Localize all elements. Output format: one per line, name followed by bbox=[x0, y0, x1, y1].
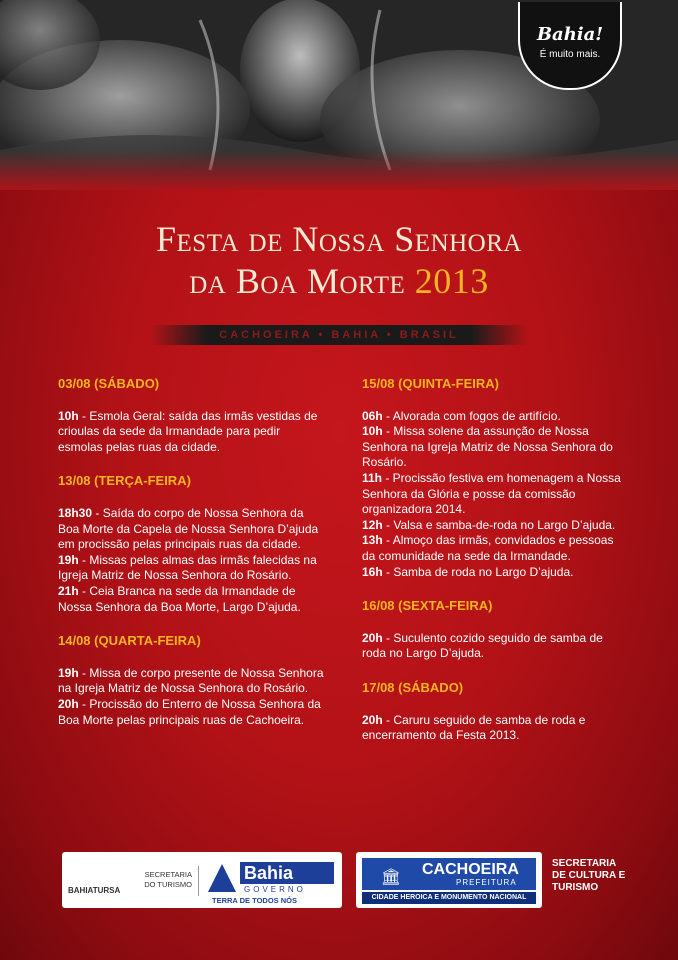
bahia-triangle-icon bbox=[208, 864, 236, 892]
event-text: - Caruru seguido de samba de roda e encerramento da Festa 2013. bbox=[362, 712, 586, 743]
title-line1: Festa de Nossa Senhora bbox=[156, 219, 522, 259]
event-time: 19h bbox=[58, 665, 79, 680]
day-heading: 15/08 (QUINTA-FEIRA) bbox=[362, 376, 499, 391]
event-time: 21h bbox=[58, 583, 79, 598]
bahia-wordmark: Bahia bbox=[240, 862, 334, 884]
event-time: 10h bbox=[362, 424, 383, 439]
cidade-heroica-label: CIDADE HEROICA E MONUMENTO NACIONAL bbox=[362, 892, 536, 904]
event-time: 11h bbox=[362, 470, 383, 485]
event-item bbox=[362, 631, 624, 662]
day-heading: 14/08 (QUARTA-FEIRA) bbox=[58, 633, 201, 649]
sponsors-footer bbox=[0, 842, 678, 922]
divider bbox=[198, 866, 199, 896]
schedule-right-column bbox=[362, 376, 624, 755]
terra-slogan: TERRA DE TODOS NÓS bbox=[212, 896, 298, 905]
prefeitura-label: PREFEITURA bbox=[456, 878, 517, 887]
event-time: 20h bbox=[362, 712, 383, 727]
event-text: - Saída do corpo de Nossa Senhora da Boa Morte da Capela de Nossa Senhora D’ajuda em procissão pelas principais ruas da cidade. bbox=[58, 505, 319, 552]
bahia-logo-text: Bahia! bbox=[536, 24, 604, 45]
bahia-governo-logo bbox=[208, 864, 332, 896]
event-time: 20h bbox=[362, 630, 383, 645]
event-title bbox=[0, 218, 678, 302]
event-time: 13h bbox=[362, 533, 383, 548]
event-time: 12h bbox=[362, 517, 383, 532]
day-heading: 13/08 (TERÇA-FEIRA) bbox=[58, 473, 191, 489]
event-item bbox=[362, 424, 624, 471]
cachoeira-logo-top bbox=[362, 858, 536, 890]
day-group bbox=[58, 633, 328, 728]
event-item bbox=[58, 697, 328, 728]
event-time: 20h bbox=[58, 696, 79, 711]
event-time: 06h bbox=[362, 408, 383, 423]
event-text: - Suculento cozido seguido de samba de roda no Largo D’ajuda. bbox=[362, 630, 603, 661]
day-heading: 16/08 (SEXTA-FEIRA) bbox=[362, 598, 493, 614]
event-item bbox=[362, 518, 624, 534]
event-time: 16h bbox=[362, 564, 383, 579]
governo-label: GOVERNO bbox=[244, 885, 306, 894]
day-group bbox=[58, 473, 328, 615]
bahiatursa-label: BAHIATURSA bbox=[68, 886, 121, 895]
event-time: 19h bbox=[58, 552, 79, 567]
event-item bbox=[362, 409, 624, 425]
event-item bbox=[58, 553, 328, 584]
title-year: 2013 bbox=[414, 261, 489, 301]
secretaria-turismo-label: SECRETARIA DO TURISMO bbox=[144, 870, 192, 889]
event-item bbox=[362, 533, 624, 564]
event-text: - Valsa e samba-de-roda no Largo D’ajuda. bbox=[382, 517, 616, 532]
bahia-government-sponsor bbox=[62, 852, 342, 908]
cachoeira-name: CACHOEIRA bbox=[422, 861, 519, 878]
event-text: - Missa solene da assunção de Nossa Senhora na Igreja Matriz de Nossa Senhora do Rosário. bbox=[362, 424, 613, 470]
event-item bbox=[58, 666, 328, 697]
day-group bbox=[362, 376, 624, 580]
event-item bbox=[362, 471, 624, 518]
day-heading: 03/08 (SÁBADO) bbox=[58, 376, 160, 391]
event-item bbox=[58, 584, 328, 615]
day-group bbox=[58, 376, 328, 455]
event-text: - Esmola Geral: saída das irmãs vestidas de crioulas da sede da Irmandade para pedir esmolas pelas ruas da cidade. bbox=[58, 408, 318, 454]
event-text: - Missas pelas almas das irmãs falecidas na Igreja Matriz de Nossa Senhora do Rosário. bbox=[58, 552, 317, 583]
event-text: - Almoço das irmãs, convidados e pessoas da comunidade na sede da Irmandade. bbox=[362, 533, 614, 563]
event-text: - Missa de corpo presente de Nossa Senhora na Igreja Matriz de Nossa Senhora do Rosário. bbox=[58, 665, 324, 696]
event-time: 10h bbox=[58, 408, 79, 423]
location-bar: CACHOEIRA • BAHIA • BRASIL bbox=[150, 325, 528, 345]
event-item bbox=[58, 506, 328, 553]
day-group bbox=[362, 680, 624, 744]
event-text: - Alvorada com fogos de artifício. bbox=[382, 408, 561, 423]
event-text: - Ceia Branca na sede da Irmandade de Nossa Senhora da Boa Morte, Largo D’ajuda. bbox=[58, 583, 301, 614]
secretaria-cultura-label: SECRETARIA DE CULTURA E TURISMO bbox=[552, 858, 626, 893]
event-item bbox=[362, 713, 624, 744]
event-time: 18h30 bbox=[58, 505, 93, 520]
event-text: - Samba de roda no Largo D’ajuda. bbox=[382, 564, 574, 579]
cachoeira-sponsor bbox=[356, 852, 542, 908]
schedule-left-column bbox=[58, 376, 328, 739]
photo-fade bbox=[0, 150, 678, 190]
event-item bbox=[362, 565, 624, 581]
day-heading: 17/08 (SÁBADO) bbox=[362, 679, 464, 695]
day-group bbox=[362, 598, 624, 662]
event-text: - Procissão festiva em homenagem a Nossa Senhora da Glória e posse da comissão organizadora 2014. bbox=[362, 470, 621, 517]
bahia-tagline: É muito mais. bbox=[539, 49, 601, 60]
title-line2: da Boa Morte bbox=[189, 261, 406, 301]
city-hall-icon: 🏛 bbox=[380, 869, 402, 886]
event-text: - Procissão do Enterro de Nossa Senhora da Boa Morte pelas principais ruas de Cachoeira. bbox=[58, 696, 321, 727]
event-item bbox=[58, 409, 328, 456]
